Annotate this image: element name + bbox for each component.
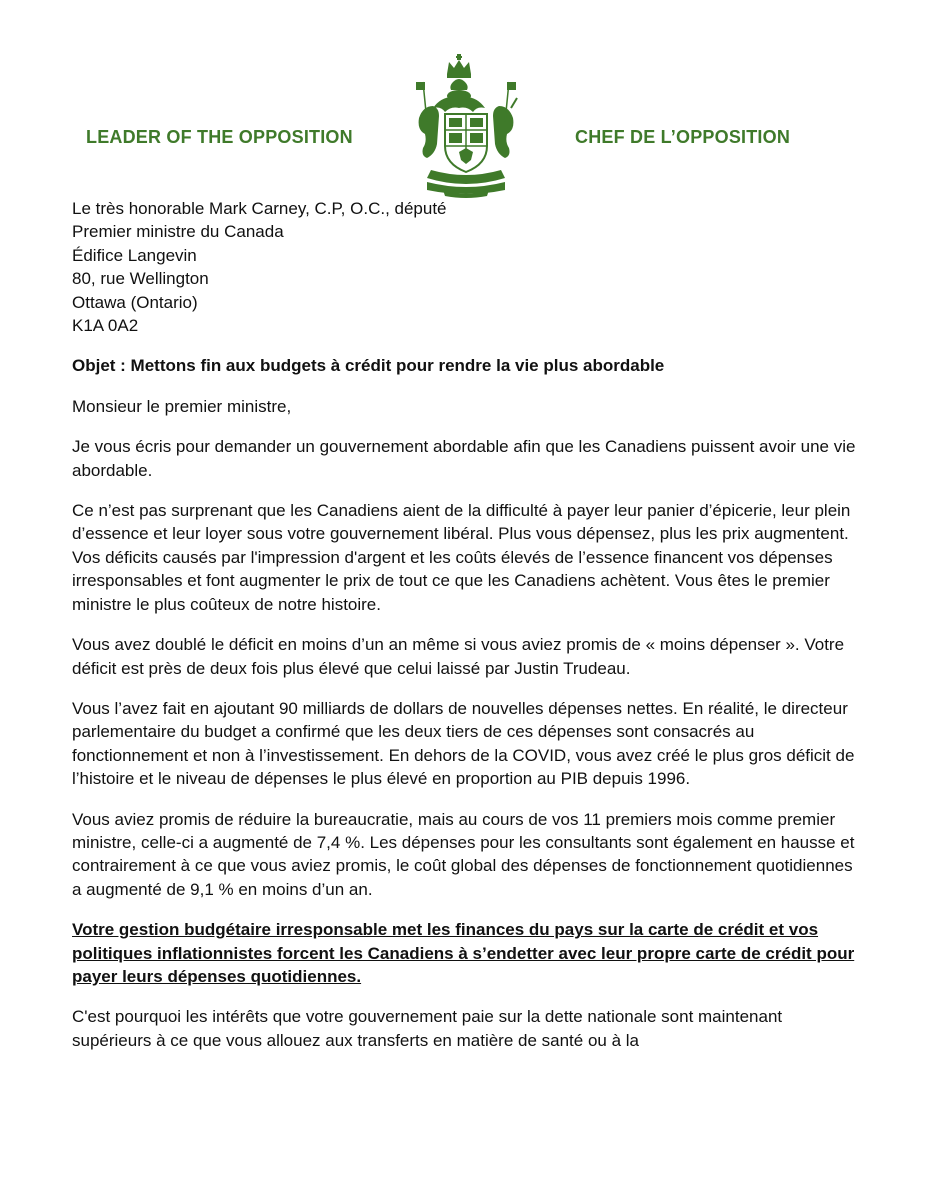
address-line: 80, rue Wellington bbox=[72, 269, 209, 289]
letter-body bbox=[72, 197, 862, 1052]
salutation: Monsieur le premier ministre, bbox=[72, 396, 292, 416]
address-line: Édifice Langevin bbox=[72, 245, 197, 265]
paragraph: C'est pourquoi les intérêts que votre gouvernement paie sur la dette nationale sont maintenant supérieurs à ce que vous allouez aux transferts en matière de santé ou à la bbox=[72, 1007, 783, 1050]
recipient-address bbox=[72, 197, 862, 337]
paragraph: Ce n’est pas surprenant que les Canadiens aient de la difficulté à payer leur panier d’épicerie, leur plein d’essence et leur loyer sous votre gouvernement libéral. Plus vous dépensez, plus les prix augmentent. Vos déficits causés par l'impression d'argent et les coûts élevés de l’essence financent vos dépenses irresponsables et font augmenter le prix de tout ce que les Canadiens achètent. Vous êtes le premier ministre le plus coûteux de notre histoire. bbox=[72, 501, 851, 614]
letterhead-english-title: LEADER OF THE OPPOSITION bbox=[86, 127, 353, 147]
address-line: Le très honorable Mark Carney, C.P, O.C., député bbox=[72, 199, 447, 218]
emphasized-paragraph: Votre gestion budgétaire irresponsable met les finances du pays sur la carte de crédit et vos politiques inflationnistes forcent les Canadiens à s’endetter avec leur propre carte de crédit pour payer leurs dépenses quotidiennes. bbox=[72, 920, 855, 986]
subject-line: Objet : Mettons fin aux budgets à crédit pour rendre la vie plus abordable bbox=[72, 356, 665, 376]
paragraph: Vous avez doublé le déficit en moins d’un an même si vous aviez promis de « moins dépenser ». Votre déficit est près de deux fois plus élevé que celui laissé par Justin Trudeau. bbox=[72, 635, 845, 678]
paragraph: Vous aviez promis de réduire la bureaucratie, mais au cours de vos 11 premiers mois comme premier ministre, celle-ci a augmenté de 7,4 %. Les dépenses pour les consultants sont également en hausse et contrairement à ce que vous aviez promis, le coût global des dépenses de fonctionnement quotidiennes a augmenté de 9,1 % en moins d’un an. bbox=[72, 809, 855, 899]
address-line: Ottawa (Ontario) bbox=[72, 292, 198, 312]
letterhead-french-title: CHEF DE L’OPPOSITION bbox=[575, 127, 791, 147]
letterhead bbox=[0, 0, 928, 200]
coat-of-arms-icon bbox=[413, 52, 519, 198]
paragraph: Vous l’avez fait en ajoutant 90 milliards de dollars de nouvelles dépenses nettes. En réalité, le directeur parlementaire du budget a confirmé que les deux tiers de ces dépenses sont consacrés au fonctionnement et non à l’investissement. En dehors de la COVID, vous avez créé le plus gros déficit de l’histoire et le niveau de dépenses le plus élevé en proportion au PIB depuis 1996. bbox=[72, 698, 855, 789]
address-line: K1A 0A2 bbox=[72, 316, 139, 336]
address-line: Premier ministre du Canada bbox=[72, 222, 284, 242]
paragraph: Je vous écris pour demander un gouvernement abordable afin que les Canadiens puissent avoir une vie abordable. bbox=[72, 437, 856, 480]
